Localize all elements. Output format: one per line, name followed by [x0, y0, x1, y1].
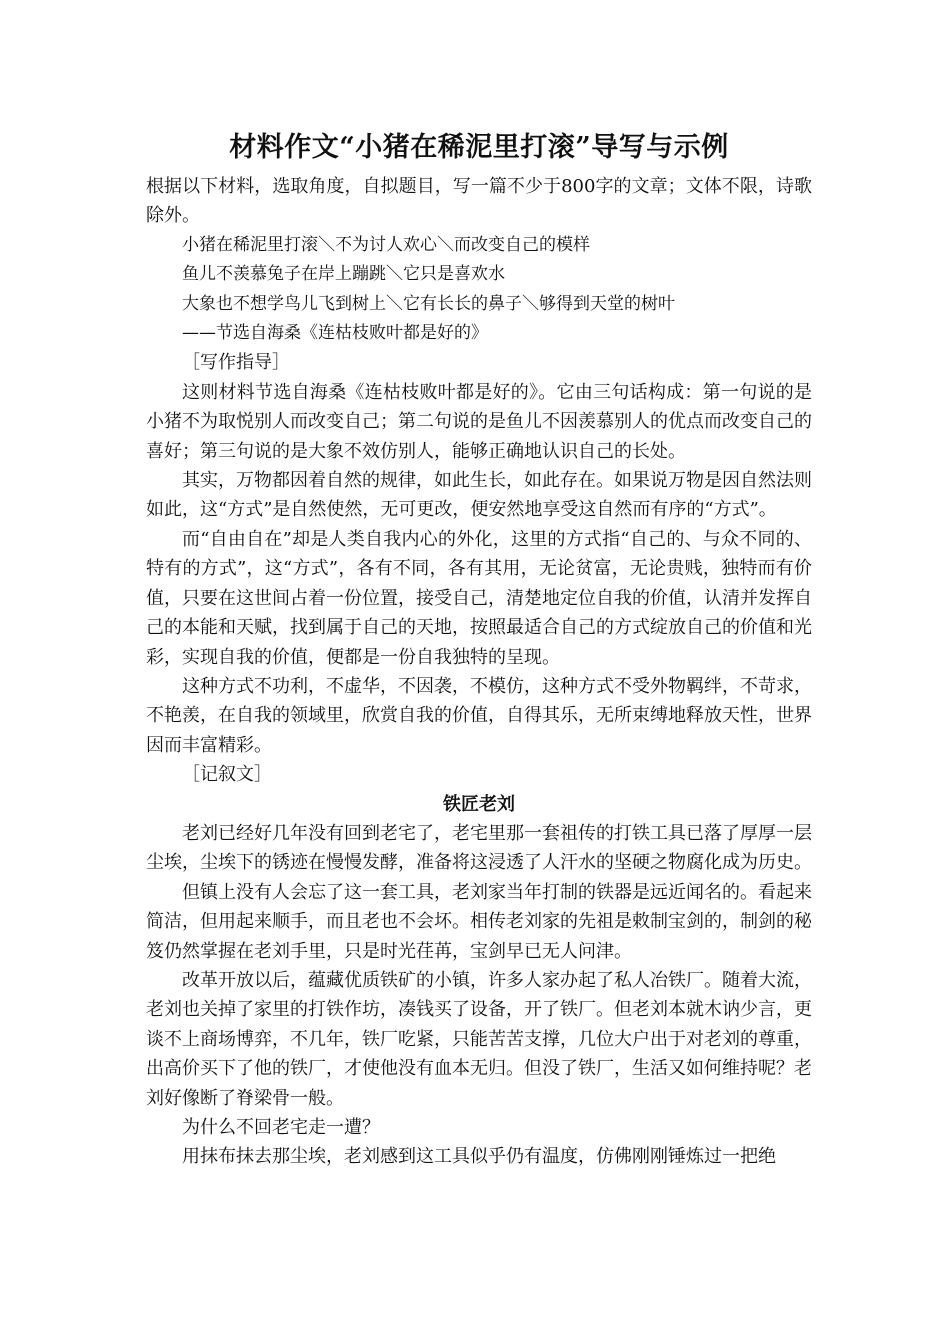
- poem-line: 小猪在稀泥里打滚＼不为讨人欢心＼而改变自己的模样: [182, 234, 590, 255]
- poem-source: ——节选自海桑《连枯枝败叶都是好的》: [182, 323, 488, 344]
- essay-paragraph: 但镇上没有人会忘了这一套工具，老刘家当年打制的铁器是远近闻名的。看起来简洁，但用起来顺手，而且老也不会坏。相传老刘家的先祖是敕制宝剑的，制剑的秘笈仍然掌握在老刘手里，只是时光荏苒，宝剑早已无人问津。: [146, 881, 812, 962]
- essay-body: [146, 819, 812, 1172]
- guide-paragraph: 而“自由自在”却是人类自我内心的外化，这里的方式指“自己的、与众不同的、特有的方式”，这“方式”，各有不同，各有其用，无论贫富，无论贵贱，独特而有价值，只要在这世间占着一份位置，接受自己，清楚地定位自我的价值，认清并发挥自己的本能和天赋，找到属于自己的天地，按照最适合自己的方式绽放自己的价值和光彩，实现自我的价值，便都是一份自我独特的呈现。: [146, 528, 812, 668]
- essay-paragraph: 改革开放以后，蕴藏优质铁矿的小镇，许多人家办起了私人冶铁厂。随着大流，老刘也关掉了家里的打铁作坊，凑钱买了设备，开了铁厂。但老刘本就木讷少言，更谈不上商场博弈，不几年，铁厂吃紧，只能苦苦支撑，几位大户出于对老刘的尊重，出高价买下了他的铁厂，才使他没有血本无归。但没了铁厂，生活又如何维持呢？老刘好像断了脊梁骨一般。: [146, 969, 812, 1109]
- essay-title: 铁匠老刘: [443, 793, 515, 815]
- essay-paragraph: 老刘已经好几年没有回到老宅了，老宅里那一套祖传的打铁工具已落了厚厚一层尘埃，尘埃下的锈迹在慢慢发酵，准备将这浸透了人汗水的坚硬之物腐化成为历史。: [146, 822, 812, 874]
- document-title: 材料作文“小猪在稀泥里打滚”导写与示例: [229, 132, 729, 163]
- essay-paragraph: 用抹布抹去那尘埃，老刘感到这工具似乎仍有温度，仿佛刚刚锤炼过一把绝: [182, 1146, 776, 1168]
- guide-paragraph: 其实，万物都因着自然的规律，如此生长，如此存在。如果说万物是因自然法则如此，这“方式”是自然使然，无可更改，便安然地享受这自然而有序的“方式”。: [146, 470, 812, 521]
- essay-paragraph: 为什么不回老宅走一遭？: [182, 1117, 380, 1138]
- guide-section: [146, 378, 812, 760]
- narrative-label: ［记叙文］: [182, 764, 272, 786]
- guide-paragraph: 这则材料节选自海桑《连枯枝败叶都是好的》。它由三句话构成：第一句说的是小猪不为取悦别人而改变自己；第二句说的是鱼儿不因羡慕别人的优点而改变自己的喜好；第三句说的是大象不效仿别人，能够正确地认识自己的长处。: [146, 381, 812, 462]
- prompt-text: 根据以下材料，选取角度，自拟题目，写一篇不少于800字的文章；文体不限，诗歌除外。: [146, 176, 812, 227]
- document-page: [146, 128, 812, 1172]
- guide-paragraph: 这种方式不功利，不虚华，不因袭，不模仿，这种方式不受外物羁绊，不苛求，不艳羡，在自我的领域里，欣赏自我的价值，自得其乐，无所束缚地释放天性，世界因而丰富精彩。: [146, 675, 812, 756]
- guide-label: ［写作指导］: [182, 352, 290, 374]
- poem-line: 大象也不想学鸟儿飞到树上＼它有长长的鼻子＼够得到天堂的树叶: [182, 293, 675, 314]
- poem-excerpt: [146, 231, 812, 349]
- poem-line: 鱼儿不羡慕兔子在岸上蹦跳＼它只是喜欢水: [182, 264, 505, 285]
